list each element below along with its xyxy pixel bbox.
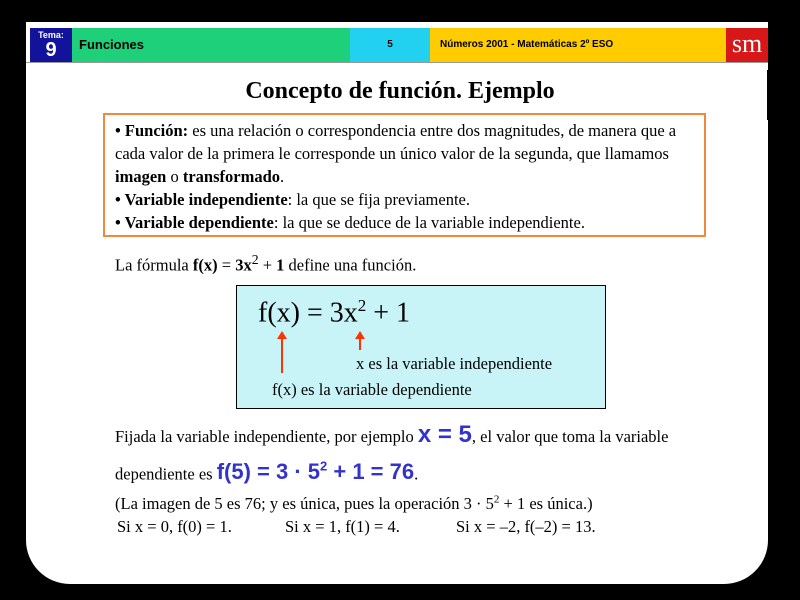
definition-dependent: • Variable dependiente: la que se deduce de la variable independiente. <box>115 213 585 232</box>
tema-number: 9 <box>45 39 57 61</box>
definition-funcion: • Función: es una relación o correspondencia entre dos magnitudes, de manera que a cada valor de la primera le corresponde un único valor de la segunda, que llamamos imagen o transformado. <box>115 121 677 186</box>
label-independent: x es la variable independiente <box>356 354 553 373</box>
definitions-box <box>103 113 706 237</box>
label-dependent: f(x) es la variable dependiente <box>272 380 472 399</box>
example-x1: Si x = 1, f(1) = 4. <box>285 517 400 536</box>
publisher-logo: sm <box>726 28 768 62</box>
example-paragraph: Fijada la variable independiente, por ejemplo x = 5, el valor que toma la variable dependiente es $f(5) = 3 \cdot 5^2 + 1 = 76$. (La imagen de 5 es 76; y es única, pues la operación $3 \cdot 5^2 + 1$ es única.) <box>115 421 669 514</box>
header-divider <box>26 62 768 63</box>
example-xneg2: Si x = –2, f(–2) = 13. <box>456 517 596 536</box>
arrow-up-icon <box>281 338 283 373</box>
page-number: 5 <box>350 28 430 62</box>
series-title: Números 2001 - Matemáticas 2º ESO <box>430 28 726 62</box>
definition-independent: • Variable independiente: la que se fija previamente. <box>115 190 470 209</box>
arrow-up-icon <box>359 338 361 350</box>
formula-sentence: La fórmula $f(x) = 3x^2 + 1$ define una función. <box>115 252 417 275</box>
tema-badge <box>30 28 72 62</box>
example-x0: Si x = 0, f(0) = 1. <box>117 517 232 536</box>
page-title: Concepto de función. Ejemplo <box>245 78 555 104</box>
section-title: Funciones <box>72 28 350 62</box>
example-note: (La imagen de 5 es 76; y es única, pues la operación $3 \cdot 5^2 + 1$ es única.) <box>115 493 593 514</box>
tema-label: Tema: <box>38 30 64 40</box>
formula-large: $f(x) = 3x^2 + 1$ <box>258 296 411 329</box>
